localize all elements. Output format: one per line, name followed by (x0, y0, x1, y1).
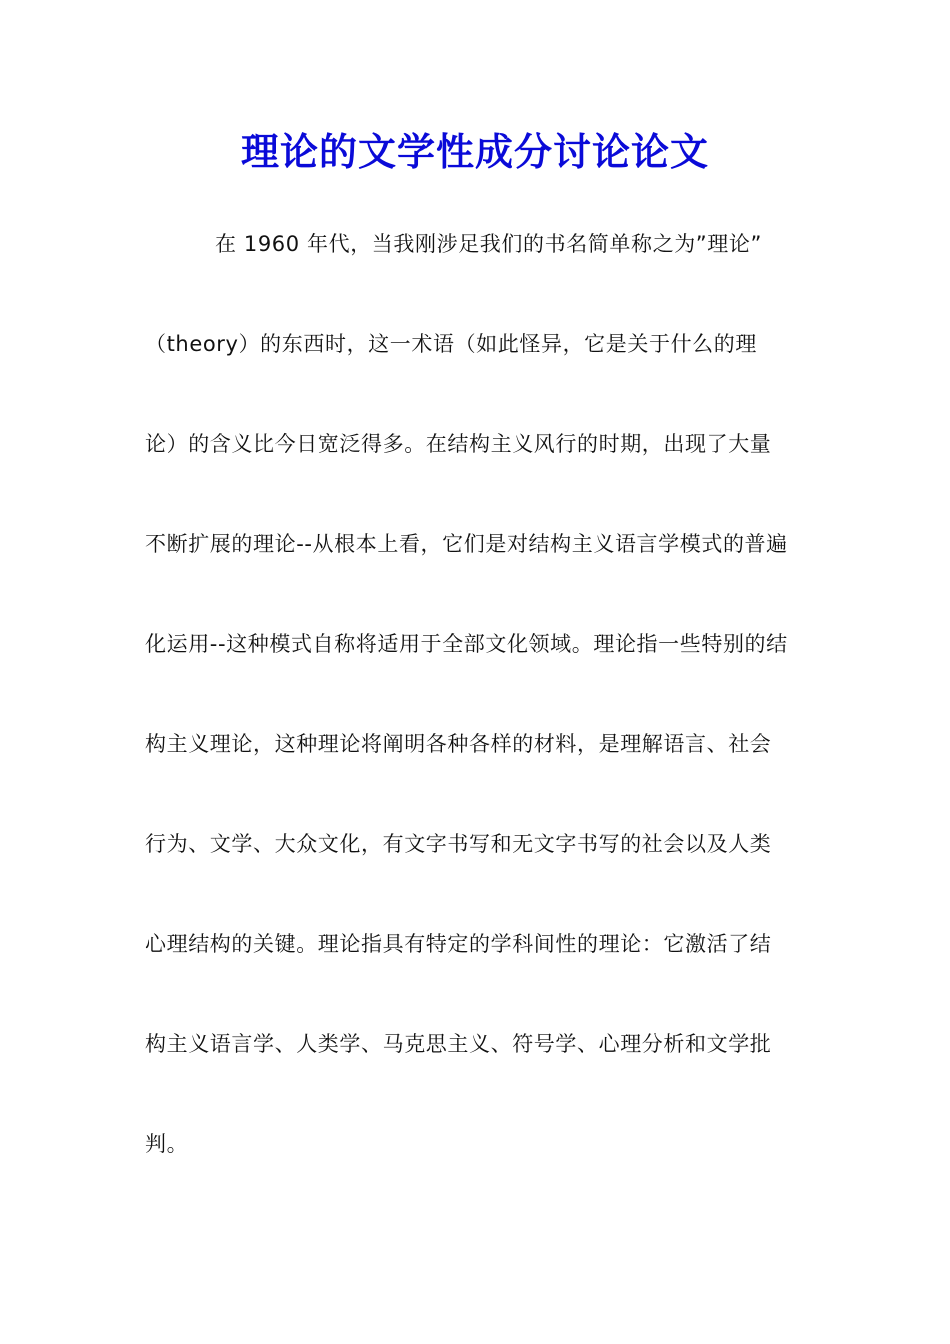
paragraph-line-5: 化运用--这种模式自称将适用于全部文化领域。理论指一些特别的结 (145, 632, 788, 656)
paragraph-line-1: 在 1960 年代，当我刚涉足我们的书名简单称之为”理论” (215, 232, 762, 256)
paragraph-line-3: 论）的含义比今日宽泛得多。在结构主义风行的时期，出现了大量 (145, 432, 772, 456)
paragraph-line-6: 构主义理论，这种理论将阐明各种各样的材料，是理解语言、社会 (145, 732, 772, 756)
document-body (145, 224, 810, 1224)
paragraph-line-8: 心理结构的关键。理论指具有特定的学科间性的理论：它激活了结 (145, 932, 772, 956)
paragraph-line-2: （theory）的东西时，这一术语（如此怪异，它是关于什么的理 (145, 332, 757, 356)
paragraph-line-7: 行为、文学、大众文化，有文字书写和无文字书写的社会以及人类 (145, 832, 772, 856)
document-title: 理论的文学性成分讨论论文 (240, 130, 709, 174)
paragraph-line-10: 判。 (145, 1132, 189, 1156)
paragraph-line-9: 构主义语言学、人类学、马克思主义、符号学、心理分析和文学批 (145, 1032, 772, 1056)
paragraph-line-4: 不断扩展的理论--从根本上看，它们是对结构主义语言学模式的普遍 (145, 532, 788, 556)
